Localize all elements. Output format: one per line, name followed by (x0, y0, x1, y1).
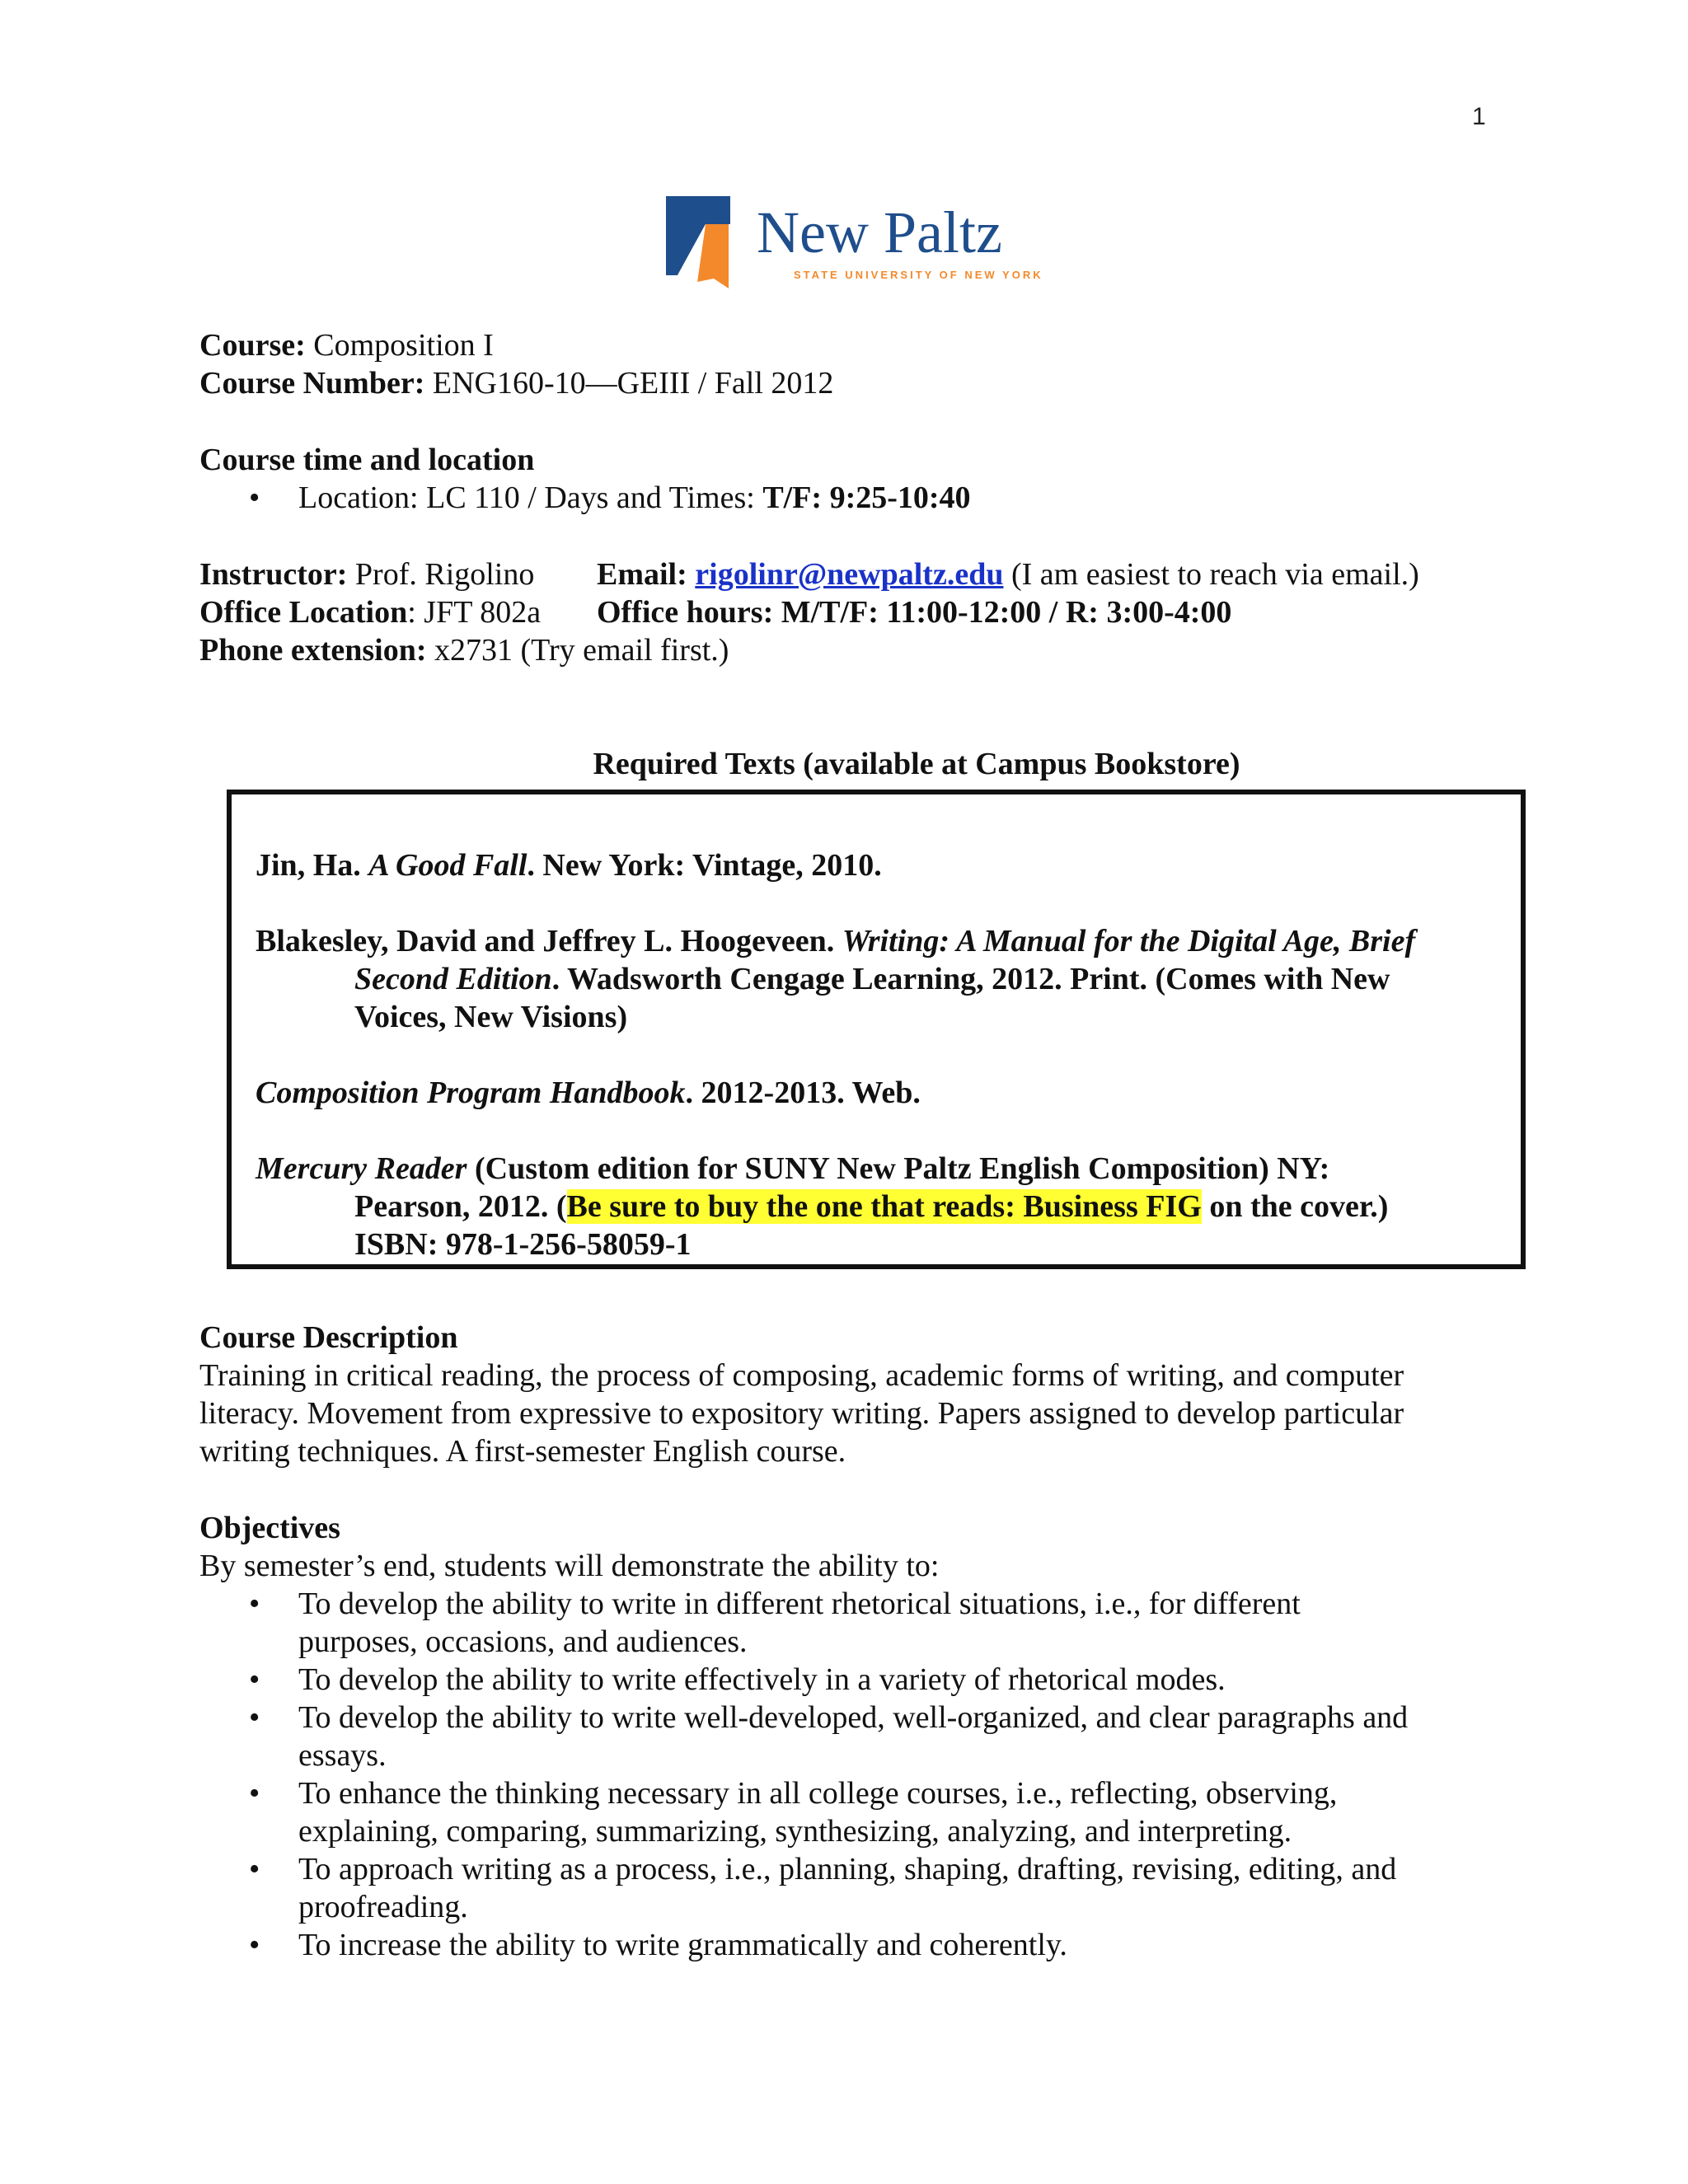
text-entry-handbook (256, 1074, 1500, 1112)
instructor-name: Prof. Rigolino (347, 557, 535, 592)
list-item (199, 1774, 1535, 1850)
entry-title: Composition Program Handbook (256, 1076, 686, 1110)
description-line: writing techniques. A first-semester English course. (199, 1434, 846, 1469)
time-location-section (199, 441, 1535, 517)
objective-text-continued: proofreading. (298, 1890, 468, 1924)
objective-text: • To increase the ability to write grammatically and coherently. (298, 1928, 1067, 1962)
objective-text-continued: essays. (298, 1738, 387, 1773)
entry-title: Mercury Reader (256, 1151, 467, 1186)
entry-title-continued: Second Edition (354, 962, 552, 996)
time-location-list (199, 479, 1535, 517)
entry-author: Blakesley, David and Jeffrey L. Hoogeveen. (256, 924, 842, 958)
phone-label: Phone extension: (199, 633, 427, 668)
email-note: (I am easiest to reach via email.) (1003, 557, 1419, 592)
entry-note: Voices, New Visions) (354, 1000, 628, 1034)
course-line (199, 326, 1535, 364)
required-texts-box (227, 790, 1526, 1269)
phone-line (199, 631, 1535, 669)
list-item (199, 1850, 1535, 1926)
entry-title: A Good Fall (368, 848, 528, 883)
entry-note: on the cover.) (1201, 1189, 1389, 1224)
entry-publication: . Wadsworth Cengage Learning, 2012. Print. (Comes with New (551, 962, 1390, 996)
objectives-section (199, 1509, 1535, 1964)
new-paltz-logo (666, 196, 1043, 295)
entry-edition: (Custom edition for SUNY New Paltz English Composition) NY: (467, 1151, 1330, 1186)
course-description-section (199, 1319, 1535, 1470)
list-item (199, 1585, 1535, 1661)
course-number-value: ENG160-10—GEIII / Fall 2012 (424, 366, 834, 401)
objective-text: • To enhance the thinking necessary in all college courses, i.e., reflecting, observing, (298, 1776, 1338, 1811)
objectives-list (199, 1585, 1535, 1964)
instructor-line (199, 555, 1535, 593)
office-value: : JFT 802a (407, 595, 542, 630)
email-label: Email: (597, 557, 687, 592)
entry-isbn: ISBN: 978-1-256-58059-1 (354, 1227, 692, 1262)
objective-text-continued: purposes, occasions, and audiences. (298, 1624, 748, 1659)
course-label: Course: (199, 328, 306, 363)
logo-subtitle: STATE UNIVERSITY OF NEW YORK (794, 269, 1043, 281)
text-entry-mercury (256, 1150, 1500, 1263)
list-item (199, 1661, 1535, 1699)
entry-title: Writing: A Manual for the Digital Age, Brief (842, 924, 1416, 958)
objective-text: • To develop the ability to write well-developed, well-organized, and clear paragraphs and (298, 1700, 1409, 1735)
objective-text: • To approach writing as a process, i.e., planning, shaping, drafting, revising, editing, and (298, 1852, 1397, 1886)
office-label: Office Location (199, 595, 408, 630)
course-value: Composition I (305, 328, 494, 363)
page-number: 1 (1472, 103, 1486, 130)
office-line (199, 593, 1535, 631)
text-entry-blakesley (256, 922, 1500, 1036)
objective-text-continued: explaining, comparing, summarizing, synthesizing, analyzing, and interpreting. (298, 1814, 1292, 1849)
entry-publication: . New York: Vintage, 2010. (527, 848, 882, 883)
instructor-section (199, 555, 1535, 669)
course-info (199, 326, 1535, 402)
list-item (199, 479, 1535, 517)
email-link[interactable]: rigolinr@newpaltz.edu (695, 557, 1004, 592)
objective-text: • To develop the ability to write in different rhetorical situations, i.e., for different (298, 1586, 1301, 1621)
description-line: Training in critical reading, the process of composing, academic forms of writing, and computer (199, 1358, 1404, 1393)
list-item (199, 1699, 1535, 1774)
list-item (199, 1926, 1535, 1964)
description-line: literacy. Movement from expressive to expository writing. Papers assigned to develop particular (199, 1396, 1404, 1431)
entry-publication: . 2012-2013. Web. (685, 1076, 921, 1110)
phone-value: x2731 (Try email first.) (426, 633, 729, 668)
text-entry-jin (256, 846, 1500, 884)
entry-author: Jin, Ha. (256, 848, 369, 883)
logo-mark-icon (666, 196, 748, 288)
time-location-heading: Course time and location (199, 443, 535, 477)
location-text: Location: LC 110 / Days and Times: (298, 480, 763, 515)
logo-wordmark: New Paltz (757, 199, 1002, 265)
office-hours: Office hours: M/T/F: 11:00-12:00 / R: 3:00-4:00 (597, 595, 1232, 630)
instructor-label: Instructor: (199, 557, 348, 592)
objective-text: • To develop the ability to write effectively in a variety of rhetorical modes. (298, 1662, 1226, 1697)
course-description-heading: Course Description (199, 1320, 458, 1355)
objectives-heading: Objectives (199, 1511, 340, 1545)
entry-publication: Pearson, 2012. ( (354, 1189, 567, 1224)
highlighted-note: Be sure to buy the one that reads: Business FIG (566, 1189, 1202, 1224)
objectives-intro: By semester’s end, students will demonstrate the ability to: (199, 1549, 940, 1583)
course-number-line (199, 364, 1535, 402)
required-texts-heading: Required Texts (available at Campus Bookstore) (593, 747, 1240, 781)
meeting-times: T/F: 9:25-10:40 (762, 480, 971, 515)
course-number-label: Course Number: (199, 366, 425, 401)
